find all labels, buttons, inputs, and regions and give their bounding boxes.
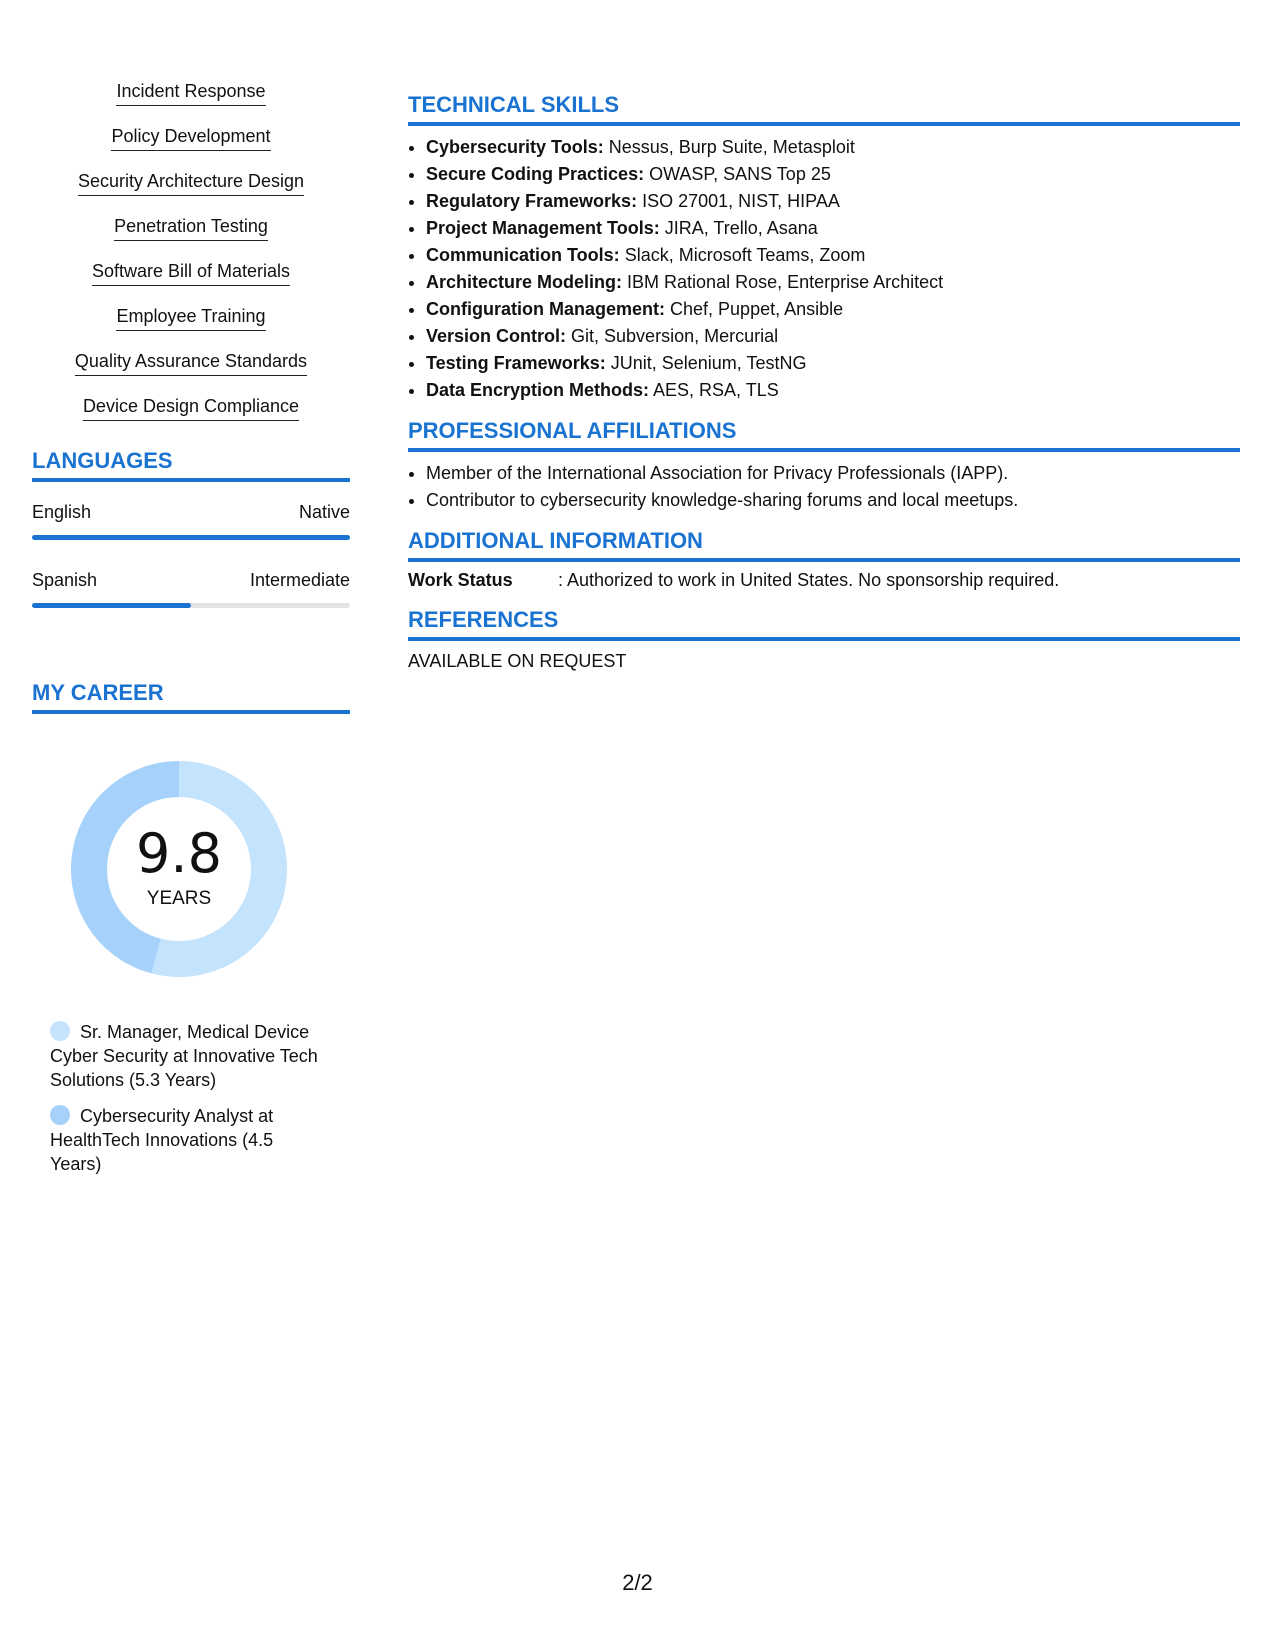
skill-category: Data Encryption Methods:: [426, 380, 650, 400]
list-item: [426, 242, 1240, 269]
list-item: [426, 296, 1240, 323]
skill-value: JUnit, Selenium, TestNG: [610, 353, 807, 373]
skill-value: Nessus, Burp Suite, Metasploit: [608, 137, 855, 157]
skill-category: Architecture Modeling:: [426, 272, 623, 292]
skill-category: Cybersecurity Tools:: [426, 137, 604, 157]
skill-category: Regulatory Frameworks:: [426, 191, 638, 211]
additional-info-section: [408, 528, 1240, 591]
work-status-value: : Authorized to work in United States. No sponsorship required.: [558, 570, 1060, 590]
skill-category: Configuration Management:: [426, 299, 665, 319]
skill-value: Git, Subversion, Mercurial: [571, 326, 779, 346]
skill-tag: Security Architecture Design: [78, 170, 304, 196]
list-item: [426, 134, 1240, 161]
list-item: [426, 161, 1240, 188]
references-title: REFERENCES: [408, 607, 1240, 641]
skill-tag: Software Bill of Materials: [92, 260, 290, 286]
work-status-row: [408, 570, 1240, 591]
additional-info-title: ADDITIONAL INFORMATION: [408, 528, 1240, 562]
languages-section: [32, 448, 350, 608]
list-item: • Contributor to cybersecurity knowledge-sharing forums and local meetups.: [426, 487, 1240, 514]
legend-dot-icon: [50, 1021, 70, 1041]
legend-label: Cybersecurity Analyst at HealthTech Innovations (4.5 Years): [50, 1106, 274, 1174]
skill-value: Slack, Microsoft Teams, Zoom: [624, 245, 866, 265]
legend-label: Sr. Manager, Medical Device Cyber Security at Innovative Tech Solutions (5.3 Years): [50, 1022, 318, 1090]
skill-value: Chef, Puppet, Ansible: [670, 299, 844, 319]
list-item: • Member of the International Association for Privacy Professionals (IAPP).: [426, 460, 1240, 487]
technical-skills-section: [408, 92, 1240, 404]
skill-value: JIRA, Trello, Asana: [664, 218, 818, 238]
skill-category: Secure Coding Practices:: [426, 164, 645, 184]
career-total-unit: YEARS: [146, 888, 212, 909]
technical-skills-list: [408, 134, 1240, 404]
affiliations-title: PROFESSIONAL AFFILIATIONS: [408, 418, 1240, 452]
references-text: AVAILABLE ON REQUEST: [408, 651, 627, 671]
list-item: [426, 188, 1240, 215]
career-donut-chart: [64, 754, 294, 984]
language-bar-fill: [32, 603, 191, 608]
career-title: MY CAREER: [32, 680, 350, 714]
language-name: English: [32, 502, 92, 522]
language-bar-track: [32, 603, 350, 608]
affiliations-list: [408, 460, 1240, 514]
right-column: [408, 92, 1240, 672]
references-section: [408, 607, 1240, 672]
language-spanish: [32, 570, 350, 608]
affiliations-section: [408, 418, 1240, 514]
skill-category: Communication Tools:: [426, 245, 620, 265]
career-legend: [50, 1020, 320, 1176]
legend-item: [50, 1104, 320, 1176]
legend-dot-icon: [50, 1105, 70, 1125]
skill-value: OWASP, SANS Top 25: [649, 164, 831, 184]
career-total-years: 9.8: [136, 822, 222, 885]
page-number: 2/2: [622, 1570, 653, 1595]
skill-tag: Policy Development: [111, 125, 270, 151]
legend-item: [50, 1020, 320, 1092]
list-item: [426, 377, 1240, 404]
skill-category: Version Control:: [426, 326, 567, 346]
work-status-label: Work Status: [408, 570, 513, 590]
skill-tag: Incident Response: [116, 80, 265, 106]
skill-tag: Employee Training: [116, 305, 265, 331]
language-level: Intermediate: [249, 570, 350, 590]
skill-value: IBM Rational Rose, Enterprise Architect: [627, 272, 944, 292]
language-english: [32, 502, 350, 540]
skill-tag: Quality Assurance Standards: [75, 350, 307, 376]
language-level: Native: [298, 502, 350, 522]
skill-value: AES, RSA, TLS: [653, 380, 779, 400]
skill-tag: Device Design Compliance: [83, 395, 299, 421]
language-name: Spanish: [32, 570, 98, 590]
skills-list: [32, 80, 350, 420]
skill-category: Testing Frameworks:: [426, 353, 606, 373]
left-column: [32, 80, 350, 1188]
career-section: [32, 680, 350, 1176]
technical-skills-title: TECHNICAL SKILLS: [408, 92, 1240, 126]
list-item: [426, 215, 1240, 242]
skill-tag: Penetration Testing: [114, 215, 268, 241]
list-item: [426, 323, 1240, 350]
skill-value: ISO 27001, NIST, HIPAA: [642, 191, 840, 211]
list-item: [426, 269, 1240, 296]
language-bar-fill: [32, 535, 350, 540]
language-bar-track: [32, 535, 350, 540]
languages-title: LANGUAGES: [32, 448, 350, 482]
skill-category: Project Management Tools:: [426, 218, 660, 238]
list-item: [426, 350, 1240, 377]
